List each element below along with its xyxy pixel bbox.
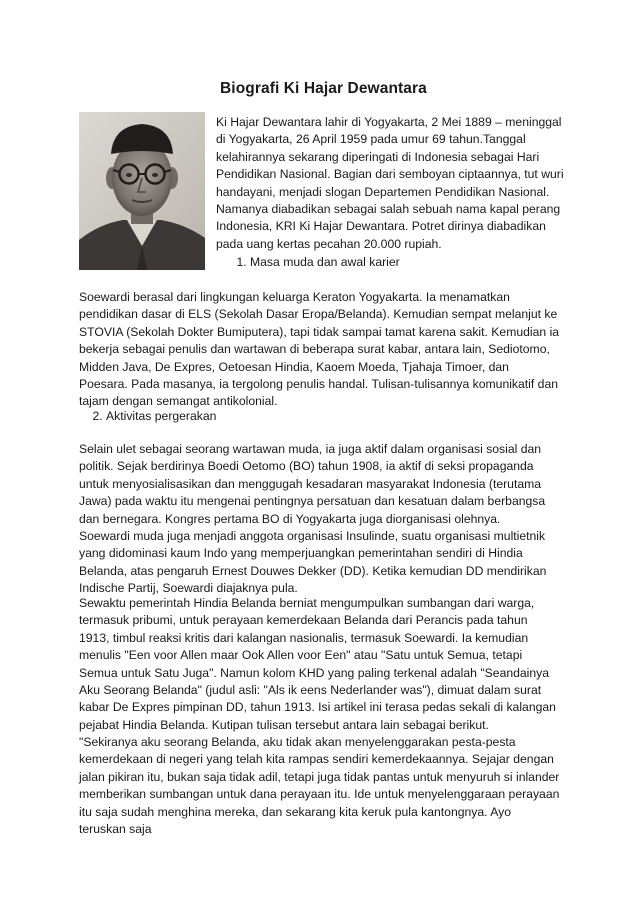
- section1-paragraph: Soewardi berasal dari lingkungan keluarga Keraton Yogyakarta. Ia menamatkan pendidikan dasar di ELS (Sekolah Dasar Eropa/Belanda). Kemudian sempat melanjut ke STOVIA (Sekolah Dokter Bumiputera), tapi tidak sampai tamat karena sakit. Kemudian ia bekerja sebagai penulis dan wartawan di beberapa surat kabar, antara lain, Sediotomo, Midden Java, De Expres, Oetoesan Hindia, Kaoem Moeda, Tjahaja Timoer, dan Poesara. Pada masanya, ia tergolong penulis handal. Tulisan-tulisannya komunikatif dan tajam dengan semangat antikolonial.: [79, 290, 560, 409]
- quote-paragraph: "Sekiranya aku seorang Belanda, aku tidak akan menyelenggarakan pesta-pesta kemerdekaan di negeri yang telah kita rampas sendiri kemerdekaannya. Sejajar dengan jalan pikiran itu, bukan saja tidak adil, tetapi juga tidak pantas untuk menyuruh si inlander memberikan sumbangan untuk dana perayaan itu. Ide untuk menyelenggaraan perayaan itu saja sudah menghina mereka, dan sekarang kita keruk pula kantongnya. Ayo teruskan saja: [79, 735, 560, 837]
- section-heading-masa-muda: 1. Masa muda dan awal karier: [250, 254, 602, 271]
- portrait-image: [79, 112, 205, 270]
- section2-paragraph-1: Selain ulet sebagai seorang wartawan muda, ia juga aktif dalam organisasi sosial dan politik. Sejak berdirinya Boedi Oetomo (BO) tahun 1908, ia aktif di seksi propaganda untuk menyosialisasikan dan menggugah kesadaran masyarakat Indonesia (terutama Jawa) pada waktu itu mengenai pentingnya persatuan dan kesatuan dalam berbangsa dan bernegara. Kongres pertama BO di Yogyakarta juga diorganisasi olehnya.: [79, 442, 546, 526]
- section2-paragraph-2: Soewardi muda juga menjadi anggota organisasi Insulinde, suatu organisasi multietnik yang didominasi kaum Indo yang memperjuangkan pemerintahan sendiri di Hindia Belanda, atas pengaruh Ernest Douwes Dekker (DD). Ketika kemudian DD mendirikan Indische Partij, Soewardi diajaknya pula.: [79, 529, 547, 596]
- section2-paragraph-3: Sewaktu pemerintah Hindia Belanda berniat mengumpulkan sumbangan dari warga, termasuk pribumi, untuk perayaan kemerdekaan Belanda dari Perancis pada tahun 1913, timbul reaksi kritis dari kalangan nasionalis, termasuk Soewardi. Ia kemudian menulis "Een voor Allen maar Ook Allen voor Een" atau "Satu untuk Semua, tetapi Semua untuk Satu Juga". Namun kolom KHD yang paling terkenal adalah "Seandainya Aku Seorang Belanda" (judul asli: "Als ik eens Nederlander was"), dimuat dalam surat kabar De Expres pimpinan DD, tahun 1913. Isi artikel ini terasa pedas sekali di kalangan pejabat Hindia Belanda. Kutipan tulisan tersebut antara lain sebagai berikut.: [79, 596, 556, 732]
- section-heading-list-2: [79, 408, 586, 425]
- section2-paragraph-group: [79, 441, 561, 598]
- section-heading-list-1: [216, 254, 602, 271]
- portrait-photo: [79, 112, 205, 270]
- section-heading-aktivitas: 2. Aktivitas pergerakan: [106, 408, 586, 425]
- intro-paragraph: Ki Hajar Dewantara lahir di Yogyakarta, 2 Mei 1889 – meninggal di Yogyakarta, 26 April 1959 pada umur 69 tahun.Tanggal kelahirannya sekarang diperingati di Indonesia sebagai Hari Pendidikan Nasional. Bagian dari semboyan ciptaannya, tut wuri handayani, menjadi slogan Departemen Pendidikan Nasional. Namanya diabadikan sebagai salah sebuah nama kapal perang Indonesia, KRI Ki Hajar Dewantara. Potret dirinya diabadikan pada uang kertas pecahan 20.000 rupiah.: [216, 115, 564, 251]
- document-title: Biografi Ki Hajar Dewantara: [220, 80, 427, 97]
